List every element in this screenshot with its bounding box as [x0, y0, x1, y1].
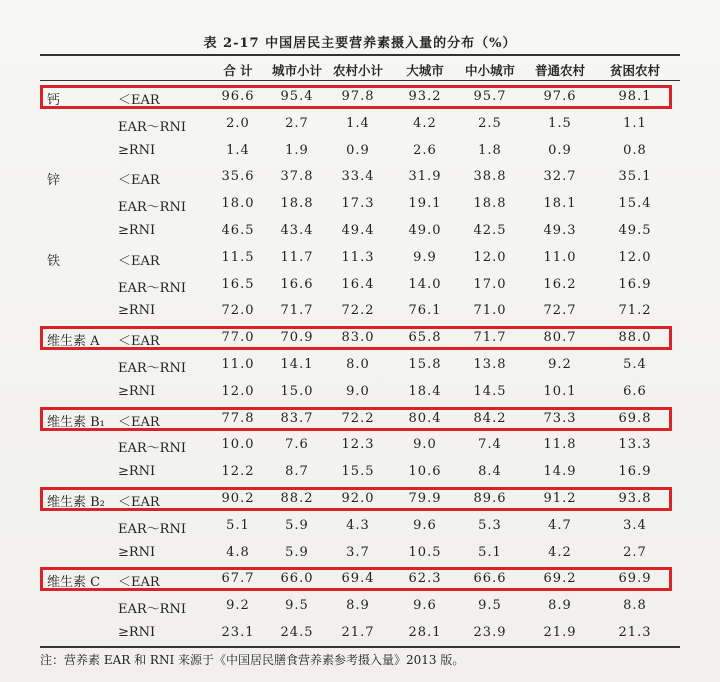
table-cell: 11.0: [221, 356, 255, 372]
table-cell: 9.6: [413, 517, 437, 533]
intake-level-label: EAR～RNI: [118, 602, 186, 618]
table-cell: 90.2: [221, 490, 255, 506]
table-cell: 49.3: [543, 222, 577, 238]
table-cell: 18.8: [280, 196, 314, 212]
table-cell: 2.0: [226, 115, 250, 131]
table-cell: 1.5: [548, 115, 572, 131]
table-row: [0, 164, 720, 191]
table-cell: 76.1: [408, 303, 442, 319]
table-cell: 49.0: [408, 222, 442, 238]
table-cell: 66.0: [280, 571, 314, 587]
table-cell: 42.5: [473, 222, 507, 238]
table-cell: 14.9: [543, 464, 577, 480]
table-cell: 9.5: [478, 598, 502, 614]
intake-level-label: EAR～RNI: [118, 360, 186, 376]
table-cell: 15.0: [280, 383, 314, 399]
table-cell: 21.9: [543, 624, 577, 640]
table-cell: 10.6: [408, 464, 442, 480]
intake-level-label: EAR～RNI: [118, 200, 186, 216]
table-cell: 73.3: [543, 410, 577, 426]
table-cell: 12.0: [473, 249, 507, 265]
highlight-box: [40, 487, 672, 511]
table-cell: 1.1: [623, 115, 647, 131]
intake-level-label: ≥RNI: [118, 383, 156, 399]
intake-level-label: ＜EAR: [118, 253, 160, 269]
table-cell: 31.9: [408, 169, 442, 185]
table-cell: 9.9: [413, 249, 437, 265]
table-cell: 96.6: [221, 89, 255, 104]
highlight-box: [40, 407, 672, 431]
table-cell: 12.0: [221, 383, 255, 399]
intake-level-label: ＜EAR: [118, 414, 160, 430]
table-cell: 17.3: [341, 196, 375, 212]
table-cell: 11.0: [543, 249, 577, 265]
table-cell: 46.5: [221, 222, 255, 238]
column-header: 中小城市: [464, 63, 516, 78]
highlight-box: [40, 85, 672, 109]
table-cell: 49.4: [341, 222, 375, 238]
table-cell: 69.9: [618, 571, 652, 587]
table-cell: 5.9: [285, 544, 309, 560]
table-cell: 69.2: [543, 571, 577, 587]
table-cell: 95.4: [280, 89, 314, 104]
table-cell: 11.7: [280, 249, 314, 265]
table-row: [0, 459, 720, 486]
table-header: [0, 58, 720, 80]
table-row: [0, 352, 720, 379]
table-row: [0, 593, 720, 620]
table-cell: 15.4: [618, 196, 652, 212]
table-cell: 88.2: [280, 490, 314, 506]
table-cell: 2.5: [478, 115, 502, 131]
table-cell: 8.0: [346, 356, 370, 372]
table-cell: 14.0: [408, 276, 442, 292]
intake-level-label: ≥RNI: [118, 544, 156, 560]
table-cell: 14.1: [280, 356, 314, 372]
table-cell: 19.1: [408, 196, 442, 212]
table-cell: 0.9: [346, 142, 370, 158]
table-cell: 10.5: [408, 544, 442, 560]
table-cell: 32.7: [543, 169, 577, 185]
table-cell: 1.9: [285, 142, 309, 158]
table-cell: 15.5: [341, 464, 375, 480]
table-cell: 10.1: [543, 383, 577, 399]
table-cell: 16.6: [280, 276, 314, 292]
table-cell: 71.0: [473, 303, 507, 319]
table-cell: 5.3: [478, 517, 502, 533]
table-cell: 18.8: [473, 196, 507, 212]
table-cell: 17.0: [473, 276, 507, 292]
table-cell: 91.2: [543, 490, 577, 506]
table-row: [0, 486, 720, 513]
table-cell: 3.7: [346, 544, 370, 560]
table-cell: 11.8: [543, 437, 577, 453]
table-cell: 62.3: [408, 571, 442, 587]
header-rule: [40, 80, 680, 81]
table-cell: 6.6: [623, 383, 647, 399]
table-row: [0, 406, 720, 433]
nutrient-label: 钙: [47, 93, 61, 108]
table-cell: 12.2: [221, 464, 255, 480]
intake-level-label: ＜EAR: [118, 173, 160, 189]
table-body: [0, 84, 720, 647]
table-cell: 95.7: [473, 89, 507, 104]
table-cell: 16.9: [618, 276, 652, 292]
table-cell: 72.0: [221, 303, 255, 319]
table-cell: 92.0: [341, 490, 375, 506]
table-cell: 4.7: [548, 517, 572, 533]
table-row: [0, 191, 720, 218]
table-cell: 9.2: [548, 356, 572, 372]
table-cell: 7.4: [478, 437, 502, 453]
table-cell: 83.0: [341, 330, 375, 346]
nutrient-label: 锌: [47, 173, 61, 189]
table-cell: 18.1: [543, 196, 577, 212]
table-cell: 69.4: [341, 571, 375, 587]
table-cell: 9.5: [285, 598, 309, 614]
table-row: [0, 245, 720, 272]
intake-level-label: ＜EAR: [118, 575, 160, 591]
table-cell: 89.6: [473, 490, 507, 506]
table-cell: 1.8: [478, 142, 502, 158]
table-row: [0, 218, 720, 245]
table-cell: 9.6: [413, 598, 437, 614]
table-cell: 13.3: [618, 437, 652, 453]
intake-level-label: ＜EAR: [118, 334, 160, 350]
table-cell: 38.8: [473, 169, 507, 185]
table-cell: 16.2: [543, 276, 577, 292]
table-cell: 84.2: [473, 410, 507, 426]
table-cell: 72.7: [543, 303, 577, 319]
table-row: [0, 566, 720, 593]
table-cell: 80.4: [408, 410, 442, 426]
intake-level-label: ≥RNI: [118, 142, 156, 158]
table-cell: 35.6: [221, 169, 255, 185]
table-cell: 16.9: [618, 464, 652, 480]
table-cell: 4.8: [226, 544, 250, 560]
column-header: 农村小计: [332, 63, 384, 78]
bottom-rule: [40, 646, 680, 648]
table-cell: 5.4: [623, 356, 647, 372]
table-cell: 15.8: [408, 356, 442, 372]
table-cell: 5.1: [226, 517, 250, 533]
intake-level-label: ≥RNI: [118, 464, 156, 480]
nutrient-label: 铁: [47, 253, 61, 269]
table-cell: 10.0: [221, 437, 255, 453]
table-cell: 12.3: [341, 437, 375, 453]
column-header: 城市小计: [271, 63, 323, 78]
table-cell: 77.0: [221, 330, 255, 346]
table-cell: 97.8: [341, 89, 375, 104]
table-cell: 8.9: [548, 598, 572, 614]
table-cell: 12.0: [618, 249, 652, 265]
table-cell: 37.8: [280, 169, 314, 185]
table-cell: 69.8: [618, 410, 652, 426]
table-cell: 4.2: [413, 115, 437, 131]
table-cell: 8.7: [285, 464, 309, 480]
table-row: [0, 432, 720, 459]
top-rule: [40, 54, 680, 56]
intake-level-label: EAR～RNI: [118, 280, 186, 296]
table-cell: 3.4: [623, 517, 647, 533]
table-cell: 71.7: [473, 330, 507, 346]
table-cell: 97.6: [543, 89, 577, 104]
table-cell: 16.5: [221, 276, 255, 292]
table-cell: 65.8: [408, 330, 442, 346]
highlight-box: [40, 567, 672, 591]
nutrient-label: 维生素 A: [47, 334, 100, 350]
table-cell: 33.4: [341, 169, 375, 185]
nutrient-label: 维生素 B₂: [47, 494, 105, 510]
table-row: [0, 540, 720, 567]
table-row: [0, 298, 720, 325]
table-cell: 2.6: [413, 142, 437, 158]
table-row: [0, 379, 720, 406]
intake-level-label: ≥RNI: [118, 624, 156, 640]
intake-level-label: ≥RNI: [118, 222, 156, 238]
column-header: 贫困农村: [609, 63, 661, 78]
table-cell: 67.7: [221, 571, 255, 587]
column-header: 大城市: [406, 63, 444, 78]
table-cell: 21.3: [618, 624, 652, 640]
table-cell: 11.5: [221, 249, 255, 265]
table-cell: 9.2: [226, 598, 250, 614]
table-cell: 35.1: [618, 169, 652, 185]
table-cell: 8.8: [623, 598, 647, 614]
highlight-box: [40, 326, 672, 350]
table-cell: 49.5: [618, 222, 652, 238]
table-cell: 7.6: [285, 437, 309, 453]
table-cell: 18.4: [408, 383, 442, 399]
table-cell: 5.1: [478, 544, 502, 560]
table-cell: 16.4: [341, 276, 375, 292]
table-cell: 88.0: [618, 330, 652, 346]
table-cell: 77.8: [221, 410, 255, 426]
table-cell: 5.9: [285, 517, 309, 533]
table-row: [0, 513, 720, 540]
table-cell: 1.4: [346, 115, 370, 131]
column-header: 合 计: [223, 63, 253, 78]
nutrient-label: 维生素 C: [47, 575, 101, 591]
intake-level-label: EAR～RNI: [118, 521, 186, 537]
table-cell: 11.3: [341, 249, 375, 265]
table-cell: 2.7: [285, 115, 309, 131]
table-cell: 72.2: [341, 303, 375, 319]
table-cell: 0.8: [623, 142, 647, 158]
table-cell: 2.7: [623, 544, 647, 560]
table-cell: 93.2: [408, 89, 442, 104]
table-cell: 13.8: [473, 356, 507, 372]
table-cell: 8.9: [346, 598, 370, 614]
intake-level-label: ＜EAR: [118, 494, 160, 510]
table-row: [0, 325, 720, 352]
table-cell: 83.7: [280, 410, 314, 426]
table-cell: 8.4: [478, 464, 502, 480]
table-cell: 1.4: [226, 142, 250, 158]
table-cell: 66.6: [473, 571, 507, 587]
table-cell: 0.9: [548, 142, 572, 158]
intake-level-label: EAR～RNI: [118, 441, 186, 457]
table-row: [0, 138, 720, 165]
table-cell: 71.2: [618, 303, 652, 319]
table-row: [0, 272, 720, 299]
table-cell: 28.1: [408, 624, 442, 640]
table-cell: 71.7: [280, 303, 314, 319]
table-cell: 43.4: [280, 222, 314, 238]
table-cell: 24.5: [280, 624, 314, 640]
table-cell: 4.3: [346, 517, 370, 533]
table-cell: 14.5: [473, 383, 507, 399]
table-row: [0, 620, 720, 647]
intake-level-label: EAR～RNI: [118, 119, 186, 135]
table-title: 表 2-17 中国居民主要营养素摄入量的分布（%）: [203, 36, 517, 51]
intake-level-label: ＜EAR: [118, 93, 160, 108]
table-cell: 79.9: [408, 490, 442, 506]
nutrient-label: 维生素 B₁: [47, 414, 105, 430]
column-header: 普通农村: [534, 63, 586, 78]
table-cell: 80.7: [543, 330, 577, 346]
table-cell: 72.2: [341, 410, 375, 426]
table-cell: 18.0: [221, 196, 255, 212]
table-cell: 93.8: [618, 490, 652, 506]
intake-level-label: ≥RNI: [118, 303, 156, 319]
table-cell: 9.0: [346, 383, 370, 399]
table-row: [0, 84, 720, 111]
table-cell: 9.0: [413, 437, 437, 453]
table-row: [0, 111, 720, 138]
table-cell: 23.1: [221, 624, 255, 640]
table-note: 注：营养素 EAR 和 RNI 来源于《中国居民膳食营养素参考摄入量》2013 版。: [40, 653, 465, 667]
table-cell: 23.9: [473, 624, 507, 640]
table-cell: 21.7: [341, 624, 375, 640]
table-cell: 70.9: [280, 330, 314, 346]
table-cell: 98.1: [618, 89, 652, 104]
table-cell: 4.2: [548, 544, 572, 560]
